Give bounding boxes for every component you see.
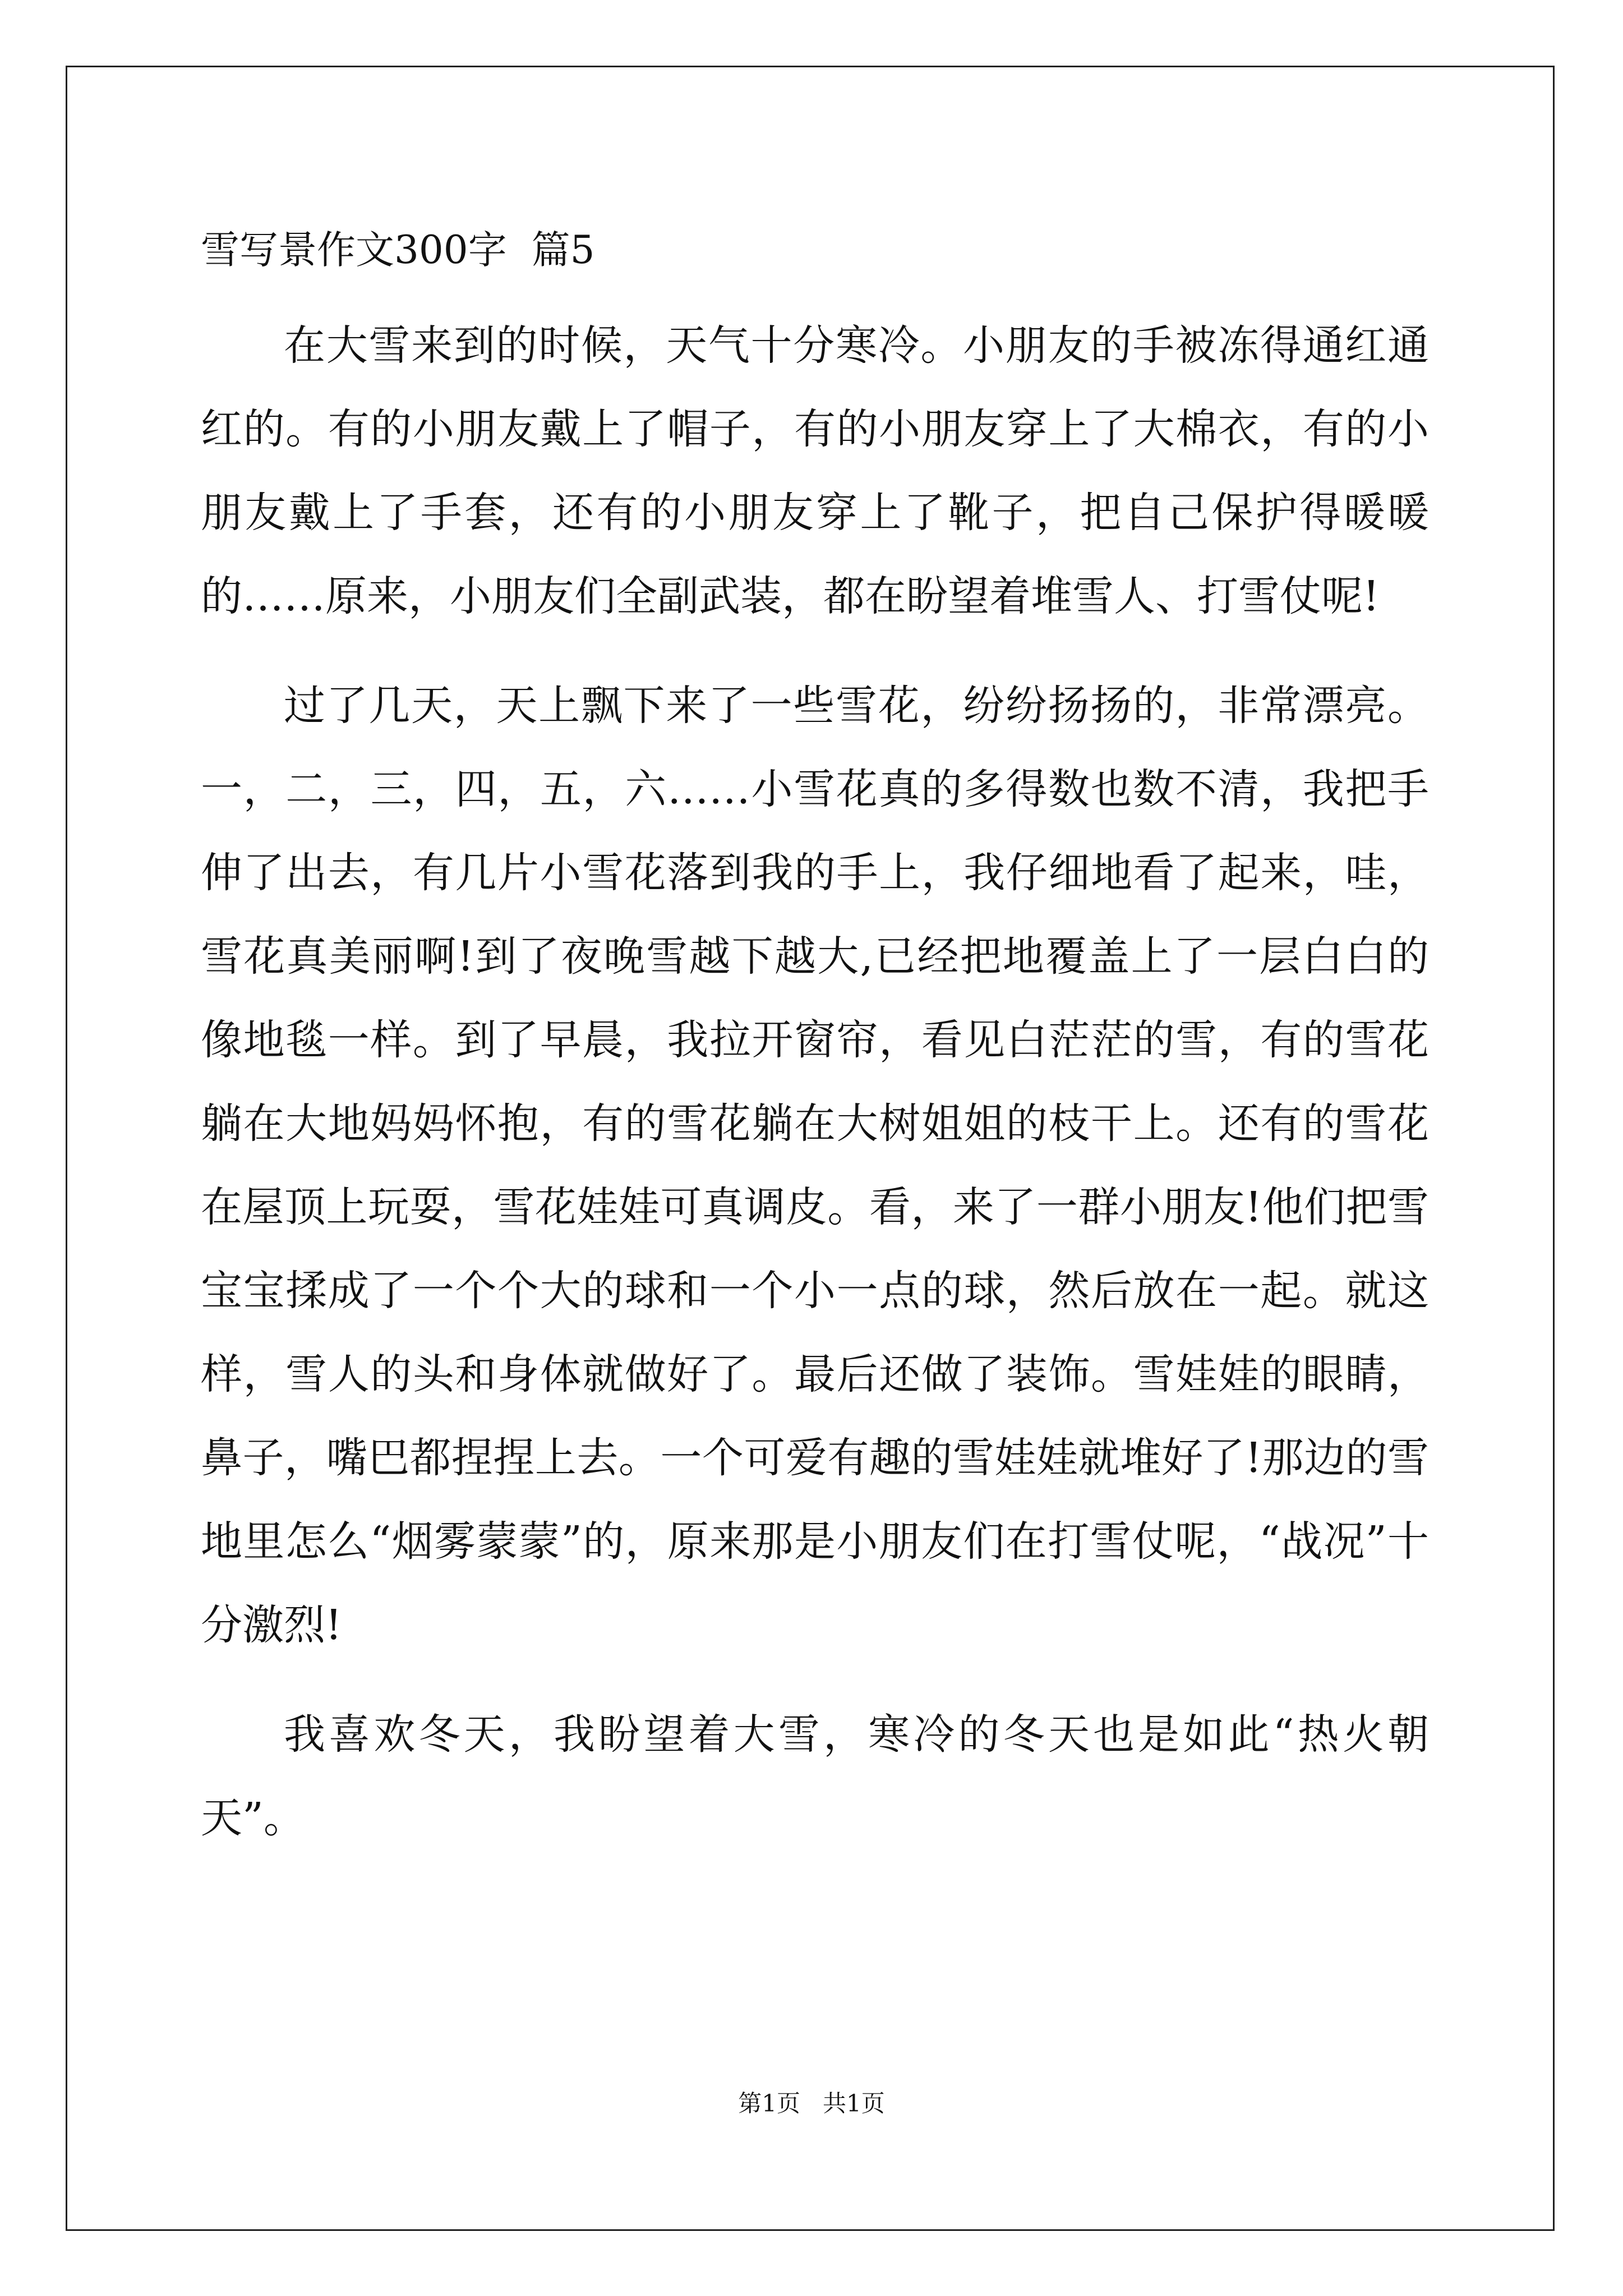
page-number-footer: 第1页 共1页 bbox=[738, 2090, 885, 2117]
paragraph-1: 在大雪来到的时候，天气十分寒冷。小朋友的手被冻得通红通红的。有的小朋友戴上了帽子，有的小朋友穿上了大棉衣，有的小朋友戴上了手套，还有的小朋友穿上了靴子，把自己保护得暖暖的……原来，小朋友们全副武装，都在盼望着堆雪人、打雪仗呢! bbox=[201, 321, 1429, 620]
document-body bbox=[201, 222, 1429, 1860]
document-title: 雪写景作文300字 篇5 bbox=[201, 228, 595, 273]
paragraph-3: 我喜欢冬天，我盼望着大雪，寒冷的冬天也是如此“热火朝天”。 bbox=[201, 1710, 1429, 1842]
paragraph-2: 过了几天，天上飘下来了一些雪花，纷纷扬扬的，非常漂亮。一，二，三，四，五，六……小雪花真的多得数也数不清，我把手伸了出去，有几片小雪花落到我的手上，我仔细地看了起来，哇，雪花真美丽啊!到了夜晚雪越下越大,已经把地覆盖上了一层白白的像地毯一样。到了早晨，我拉开窗帘，看见白茫茫的雪，有的雪花躺在大地妈妈怀抱，有的雪花躺在大树姐姐的枝干上。还有的雪花在屋顶上玩耍，雪花娃娃可真调皮。看，来了一群小朋友!他们把雪宝宝揉成了一个个大的球和一个小一点的球，然后放在一起。就这样，雪人的头和身体就做好了。最后还做了装饰。雪娃娃的眼睛，鼻子，嘴巴都捏捏上去。一个可爱有趣的雪娃娃就堆好了!那边的雪地里怎么“烟雾蒙蒙”的，原来那是小朋友们在打雪仗呢，“战况”十分激烈! bbox=[201, 682, 1429, 1649]
